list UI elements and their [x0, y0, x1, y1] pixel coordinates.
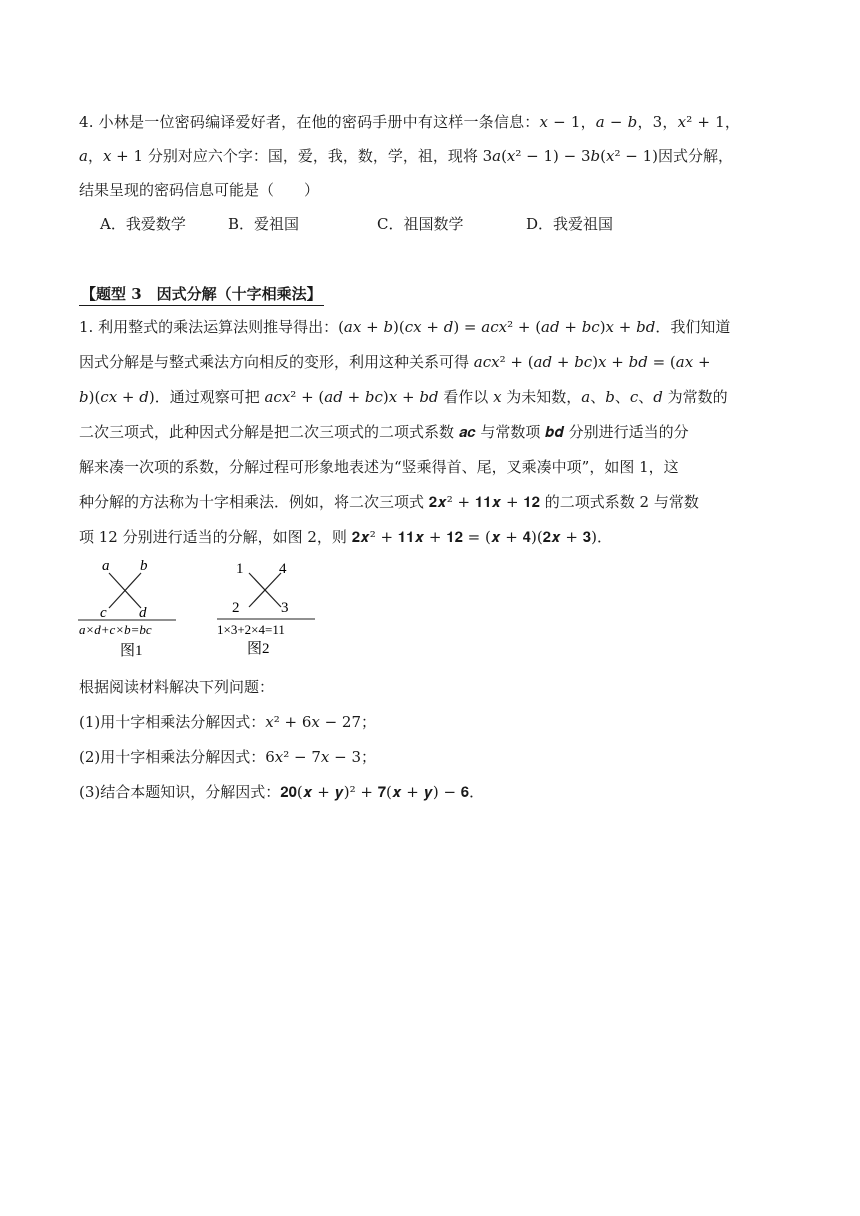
task-item-3: (3)结合本题知识，分解因式：𝟐𝟎(𝒙 + 𝒚)² + 𝟕(𝒙 + 𝒚) − 𝟔． — [79, 783, 485, 801]
figure2-caption: 图2 — [247, 641, 270, 657]
figure1-caption: 图1 — [120, 643, 143, 659]
figure1 — [78, 558, 176, 659]
figure2-bottom-right: 3 — [281, 600, 289, 616]
figure1-bottom-left: c — [100, 605, 107, 621]
tasks-intro: 根据阅读材料解决下列问题： — [79, 678, 275, 696]
passage-line: 种分解的方法称为十字相乘法．例如，将二次三项式 𝟐𝒙² + 𝟏𝟏𝒙 + 𝟏𝟐 的二项式系数 2 与常数 — [79, 493, 699, 511]
question4-line2: 𝑎，𝑥 + 1 分别对应六个字：国，爱，我，数，学，祖，现将 3𝑎(𝑥² − 1) − 3𝑏(𝑥² − 1)因式分解， — [79, 147, 733, 165]
figure1-top-right: b — [140, 558, 148, 574]
passage-line: 解来凑一次项的系数，分解过程可形象地表述为“竖乘得首、尾，叉乘凑中项”，如图 1，这 — [79, 458, 679, 476]
figures-svg — [76, 556, 336, 662]
task-item-2: (2)用十字相乘法分解因式：6𝑥² − 7𝑥 − 3； — [79, 748, 377, 766]
figure1-top-left: a — [102, 558, 110, 574]
figure2-top-right: 4 — [279, 561, 287, 577]
figure1-bottom-right: d — [139, 605, 147, 621]
option-b[interactable]: B．爱祖国 — [228, 215, 300, 233]
option-a[interactable]: A．我爱数学 — [100, 215, 186, 233]
figure2-formula: 1×3+2×4=11 — [217, 622, 285, 637]
figure2 — [217, 561, 315, 657]
passage-line: 1. 利用整式的乘法运算法则推导得出：(𝑎𝑥 + 𝑏)(𝑐𝑥 + 𝑑) = 𝑎𝑐𝑥² + (𝑎𝑑 + 𝑏𝑐)𝑥 + 𝑏𝑑．我们知道 — [79, 318, 731, 336]
figure2-bottom-left: 2 — [232, 600, 240, 616]
cross-multiplication-figures — [76, 556, 336, 662]
section-title: 【题型 3 因式分解（十字相乘法】 — [79, 283, 324, 306]
task-item-1: (1)用十字相乘法分解因式：𝑥² + 6𝑥 − 27； — [79, 713, 377, 731]
question4-line1: 4. 小林是一位密码编译爱好者，在他的密码手册中有这样一条信息：𝑥 − 1，𝑎 − 𝑏，3，𝑥² + 1， — [79, 113, 741, 131]
option-c[interactable]: C．祖国数学 — [377, 215, 464, 233]
passage-line: 项 12 分别进行适当的分解，如图 2，则 𝟐𝒙² + 𝟏𝟏𝒙 + 𝟏𝟐 = (𝒙 + 𝟒)(𝟐𝒙 + 𝟑)． — [79, 528, 612, 546]
figure1-formula: a×d+c×b=bc — [79, 622, 152, 637]
passage-line: 𝑏)(𝑐𝑥 + 𝑑)．通过观察可把 𝑎𝑐𝑥² + (𝑎𝑑 + 𝑏𝑐)𝑥 + 𝑏𝑑 看作以 𝑥 为未知数，𝑎、𝑏、𝑐、𝑑 为常数的 — [79, 388, 728, 406]
question4-line3: 结果呈现的密码信息可能是（ ） — [79, 181, 320, 199]
figure2-top-left: 1 — [236, 561, 244, 577]
option-d[interactable]: D．我爱祖国 — [526, 215, 614, 233]
passage-line: 二次三项式，此种因式分解是把二次三项式的二项式系数 𝒂𝒄 与常数项 𝒃𝒅 分别进行适当的分 — [79, 423, 689, 441]
passage-line: 因式分解是与整式乘法方向相反的变形，利用这种关系可得 𝑎𝑐𝑥² + (𝑎𝑑 + 𝑏𝑐)𝑥 + 𝑏𝑑 = (𝑎𝑥 + — [79, 353, 711, 371]
